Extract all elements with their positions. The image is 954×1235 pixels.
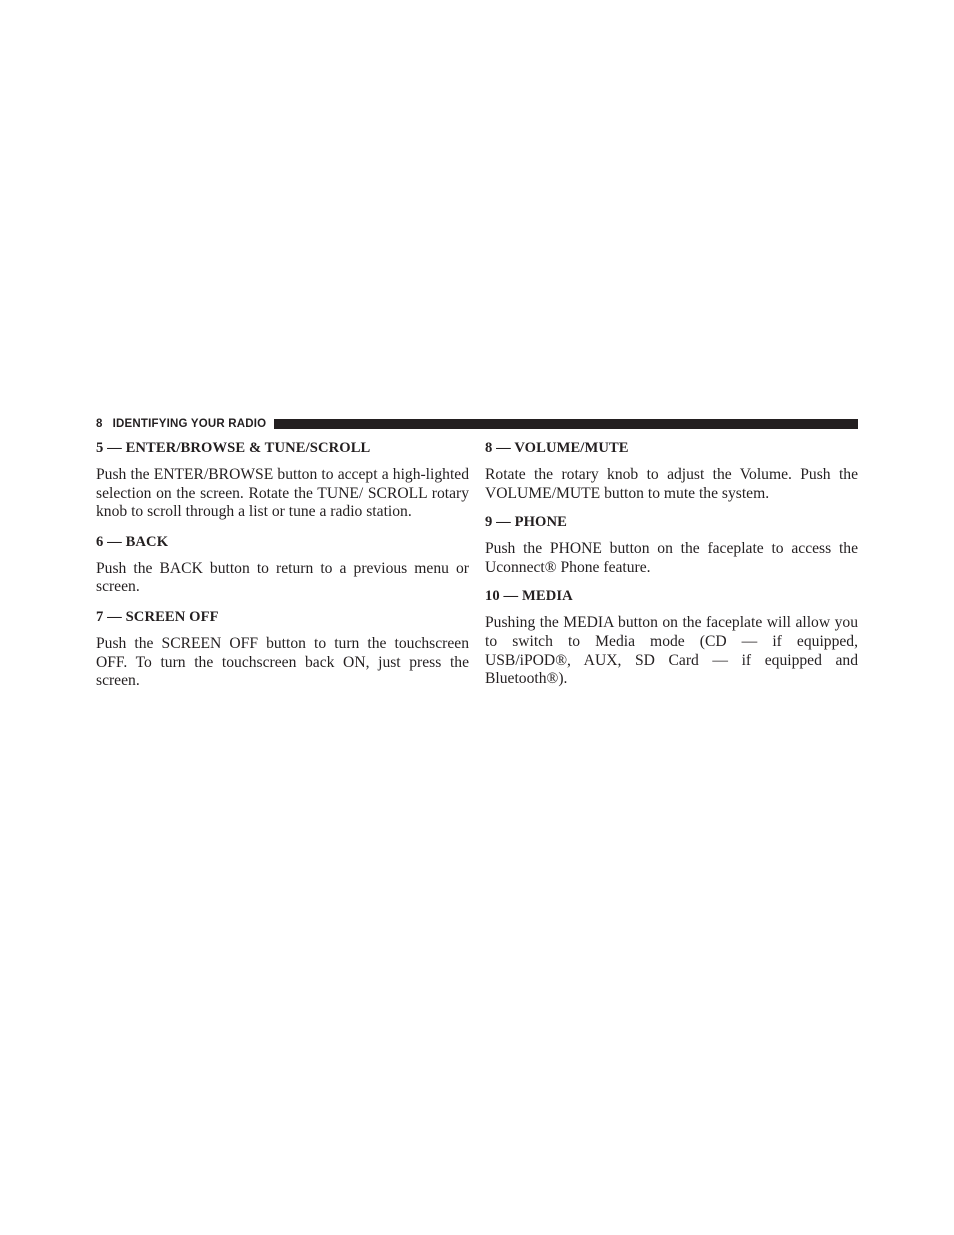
section-heading: 8 — VOLUME/MUTE	[485, 440, 629, 456]
section-screen-off	[96, 605, 469, 691]
page-header	[96, 417, 858, 431]
section-heading: 7 — SCREEN OFF	[96, 608, 219, 625]
section-body: Push the PHONE button on the faceplate to access the Uconnect® Phone feature.	[485, 540, 858, 576]
section-body: Push the BACK button to return to a previous menu or screen.	[96, 559, 469, 596]
section-heading: 9 — PHONE	[485, 514, 567, 531]
section-media	[485, 584, 858, 688]
section-body: Push the SCREEN OFF button to turn the touchscreen OFF. To turn the touchscreen back ON, just press the screen.	[96, 634, 469, 690]
right-column	[485, 436, 858, 696]
section-heading: 5 — ENTER/BROWSE & TUNE/SCROLL	[96, 440, 371, 456]
section-phone	[485, 510, 858, 577]
section-back	[96, 530, 469, 597]
section-heading: 6 — BACK	[96, 533, 169, 550]
section-body: Rotate the rotary knob to adjust the Volume. Push the VOLUME/MUTE button to mute the system.	[485, 466, 858, 502]
section-body: Pushing the MEDIA button on the faceplate will allow you to switch to Media mode (CD — if equipped, USB/iPOD®, AUX, SD Card — if equipped and Bluetooth®).	[485, 614, 858, 688]
section-volume-mute	[485, 436, 858, 503]
running-section-title: IDENTIFYING YOUR RADIO	[112, 418, 267, 430]
page-number: 8	[96, 418, 103, 430]
section-body: Push the ENTER/BROWSE button to accept a high-lighted selection on the screen. Rotate the TUNE/ SCROLL rotary knob to scroll through a list or tune a radio station.	[96, 466, 469, 521]
left-column	[96, 436, 469, 699]
section-heading: 10 — MEDIA	[485, 588, 573, 605]
section-enter-browse	[96, 436, 469, 522]
header-rule-bar	[274, 419, 858, 429]
